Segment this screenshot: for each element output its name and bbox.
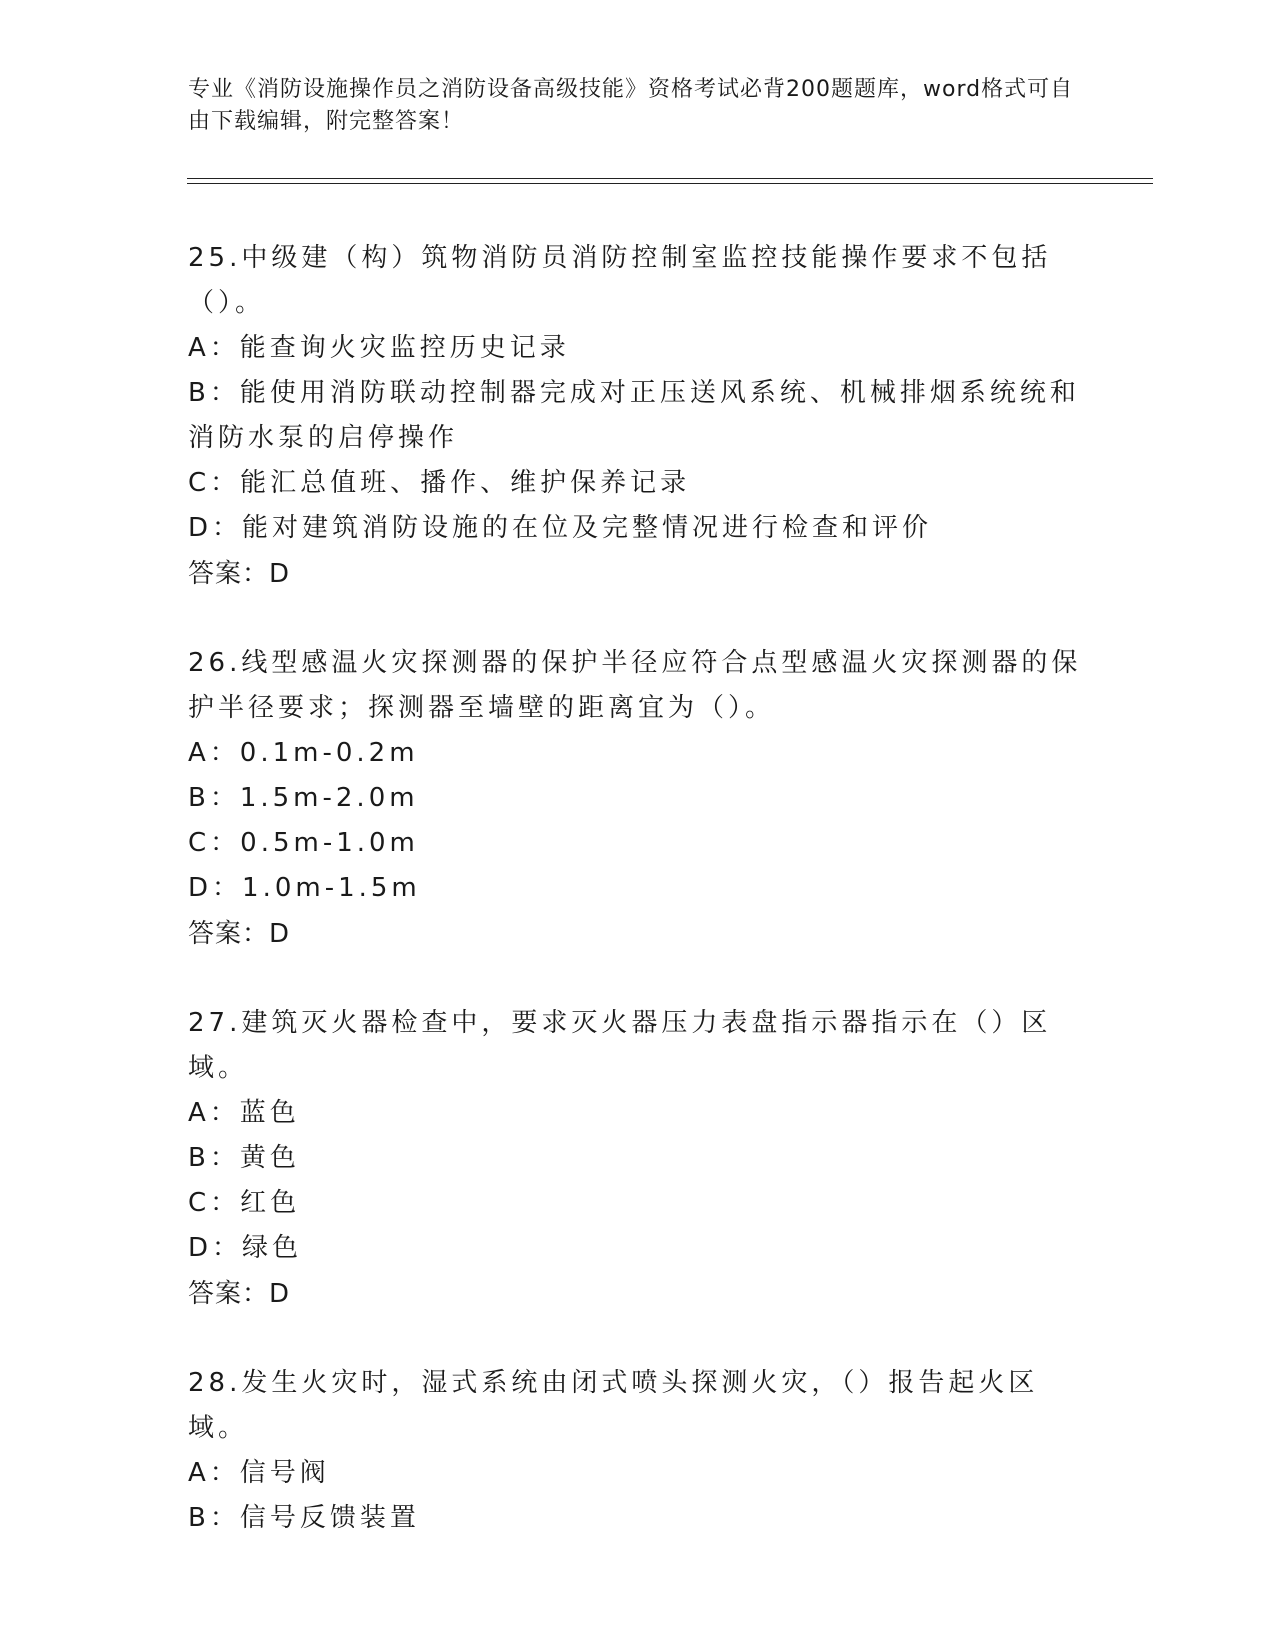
document-header: 专业《消防设施操作员之消防设备高级技能》资格考试必背200题题库，word格式可自由下载编辑，附完整答案！ xyxy=(188,77,1074,134)
question-25 xyxy=(188,236,1088,597)
question-stem: 26.线型感温火灾探测器的保护半径应符合点型感温火灾探测器的保护半径要求；探测器至墙壁的距离宜为（）。 xyxy=(188,648,1082,723)
option-d: D：1.0m-1.5m xyxy=(188,873,421,903)
option-b: B：能使用消防联动控制器完成对正压送风系统、机械排烟系统统和消防水泵的启停操作 xyxy=(188,378,1080,453)
option-c: C：能汇总值班、播作、维护保养记录 xyxy=(188,468,691,498)
option-a: A：蓝色 xyxy=(188,1098,300,1128)
question-stem: 25.中级建（构）筑物消防员消防控制室监控技能操作要求不包括（）。 xyxy=(188,243,1052,318)
answer-line: 答案：D xyxy=(188,919,291,949)
question-28 xyxy=(188,1361,1088,1541)
option-b: B：黄色 xyxy=(188,1143,300,1173)
question-stem: 27.建筑灭火器检查中，要求灭火器压力表盘指示器指示在（）区域。 xyxy=(188,1008,1052,1083)
option-b: B：1.5m-2.0m xyxy=(188,783,419,813)
answer-line: 答案：D xyxy=(188,1279,291,1309)
option-d: D：绿色 xyxy=(188,1233,303,1263)
option-c: C：0.5m-1.0m xyxy=(188,828,419,858)
question-stem: 28.发生火灾时，湿式系统由闭式喷头探测火灾，（）报告起火区域。 xyxy=(188,1368,1039,1443)
option-c: C：红色 xyxy=(188,1188,301,1218)
answer-line: 答案：D xyxy=(188,559,291,589)
option-a: A：信号阀 xyxy=(188,1458,330,1488)
question-27 xyxy=(188,1001,1088,1317)
option-a: A：能查询火灾监控历史记录 xyxy=(188,333,570,363)
header-divider-bottom xyxy=(187,183,1153,184)
option-a: A：0.1m-0.2m xyxy=(188,738,419,768)
question-list xyxy=(188,236,1088,1585)
option-d: D：能对建筑消防设施的在位及完整情况进行检查和评价 xyxy=(188,513,933,543)
question-26 xyxy=(188,641,1088,957)
header-divider-top xyxy=(187,178,1153,179)
option-b: B：信号反馈装置 xyxy=(188,1503,420,1533)
